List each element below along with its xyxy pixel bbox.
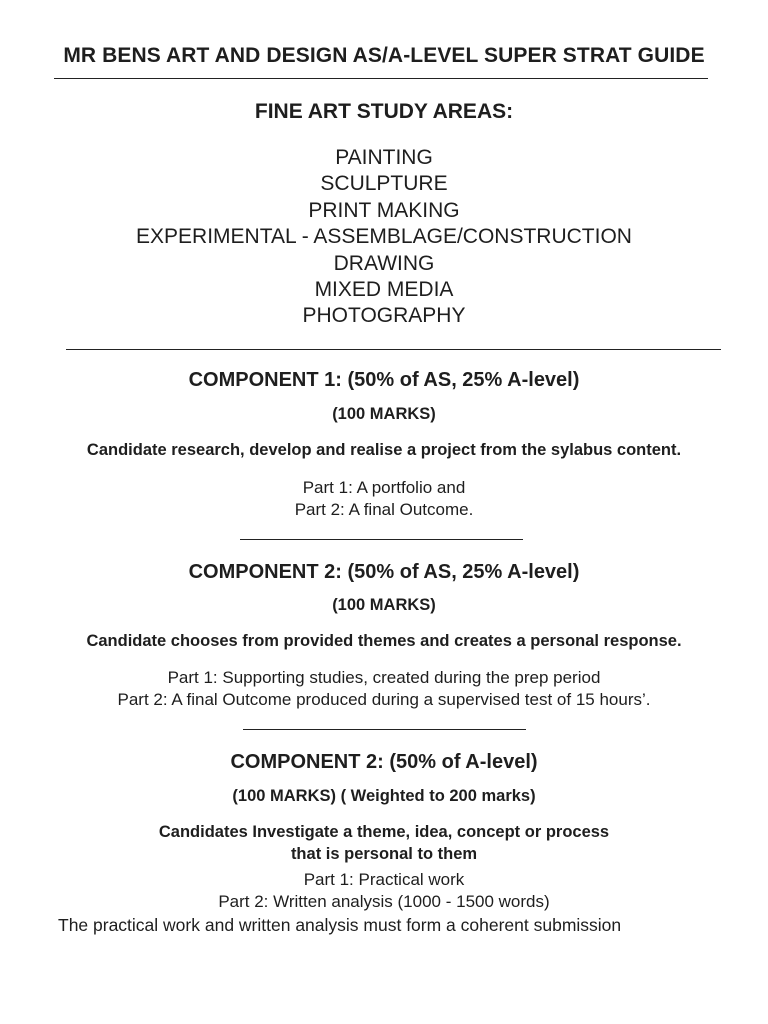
- component-1-heading: COMPONENT 1: (50% of AS, 25% A-level): [188, 369, 580, 391]
- study-area-item: DRAWING: [333, 251, 435, 275]
- component-2-description: Candidate chooses from provided themes and creates a personal response.: [86, 632, 682, 650]
- component-2-marks: (100 MARKS): [332, 596, 436, 614]
- component-3-note: The practical work and written analysis must form a coherent submission: [58, 915, 622, 935]
- part-line: Part 1: A portfolio and: [302, 478, 466, 497]
- part-line: Part 1: Supporting studies, created during the prep period: [167, 668, 601, 687]
- section-divider: [66, 349, 721, 350]
- title-divider: [54, 78, 708, 79]
- part-line: Part 2: Written analysis (1000 - 1500 words): [218, 892, 550, 911]
- study-area-item: PAINTING: [335, 146, 433, 169]
- component-3-description-line: that is personal to them: [290, 845, 478, 863]
- component-3-parts: [0, 869, 768, 913]
- component-1-marks: (100 MARKS): [332, 405, 436, 423]
- component-2-parts: [0, 667, 768, 711]
- part-line: Part 1: Practical work: [303, 870, 465, 889]
- component-3-heading: COMPONENT 2: (50% of A-level): [230, 751, 538, 773]
- component-3-description-line: Candidates Investigate a theme, idea, concept or process: [158, 823, 610, 841]
- page-title: MR BENS ART AND DESIGN AS/A-LEVEL SUPER STRAT GUIDE: [63, 44, 705, 67]
- component-1-parts: [0, 477, 768, 521]
- study-area-item: MIXED MEDIA: [314, 277, 454, 301]
- part-line: Part 2: A final Outcome.: [294, 500, 474, 519]
- component-3-marks: (100 MARKS) ( Weighted to 200 marks): [232, 787, 536, 805]
- component-divider: [243, 729, 526, 730]
- component-1-description: Candidate research, develop and realise a project from the sylabus content.: [86, 441, 682, 459]
- study-area-item: EXPERIMENTAL - ASSEMBLAGE/CONSTRUCTION: [136, 225, 632, 249]
- study-area-item: PHOTOGRAPHY: [302, 304, 466, 328]
- component-2-heading: COMPONENT 2: (50% of AS, 25% A-level): [188, 561, 580, 583]
- study-area-item: PRINT MAKING: [308, 198, 460, 222]
- study-areas-list: [0, 145, 768, 330]
- study-area-item: SCULPTURE: [320, 172, 448, 196]
- component-divider: [240, 539, 523, 540]
- study-areas-heading: FINE ART STUDY AREAS:: [254, 100, 514, 123]
- part-line: Part 2: A final Outcome produced during a supervised test of 15 hours’.: [117, 690, 651, 709]
